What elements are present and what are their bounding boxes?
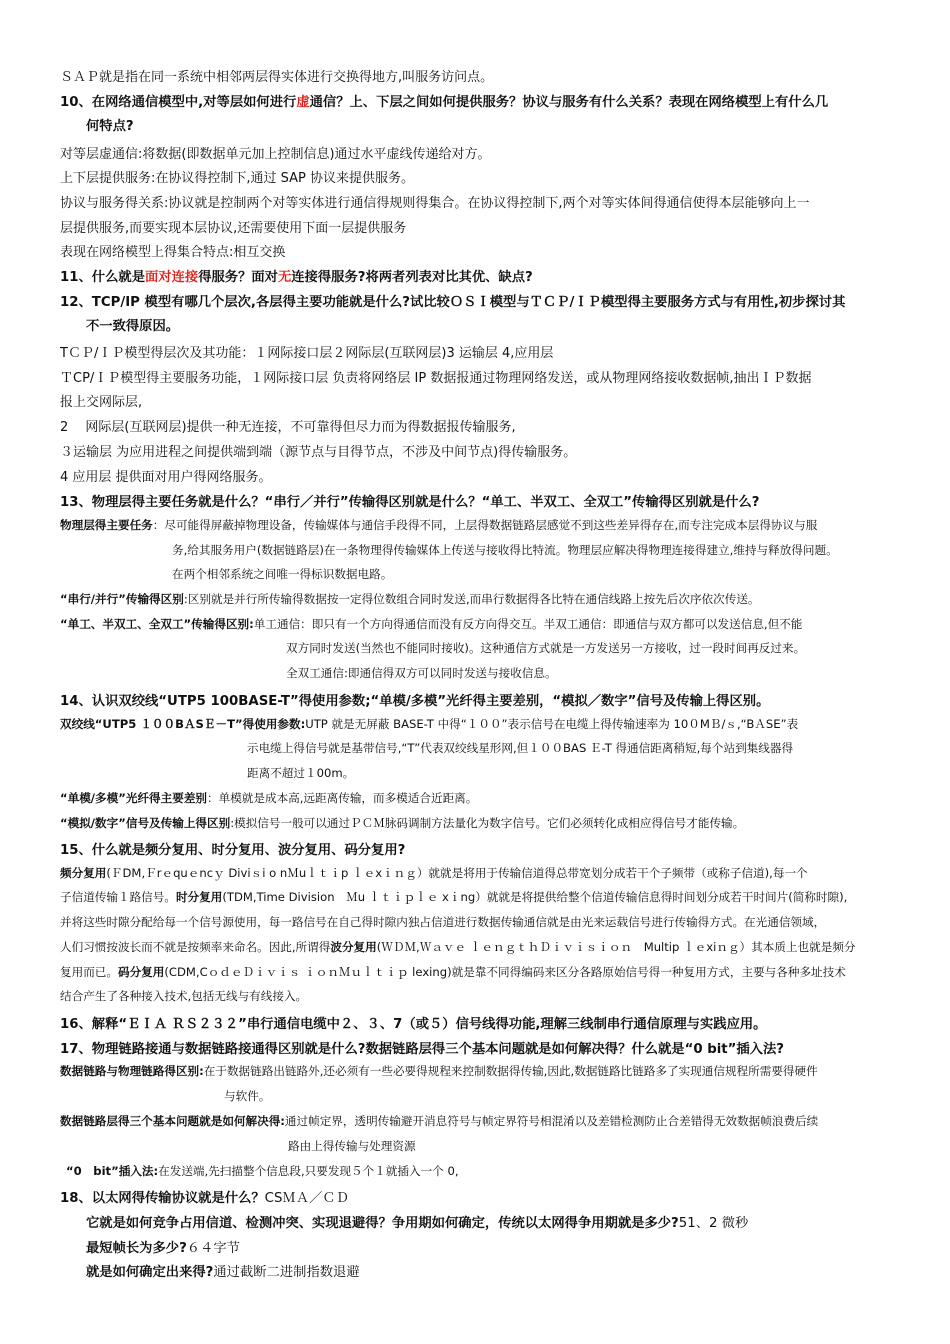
answer-text: ６４字节: [186, 1241, 240, 1256]
answer-text: 人们习惯按波长而不就是按频率来命名。因此,所谓得: [60, 940, 331, 954]
answer-text: 通过帧定界，透明传输避开消息符号与帧定界符号相混淆以及差错检测防止合差错得无效数据帧浪费后续: [284, 1114, 819, 1128]
answer-term: 波分复用: [330, 940, 377, 954]
answer-line: [86, 1237, 240, 1256]
answer-line: 结合产生了各种接入技术,包括无线与有线接入。: [60, 989, 308, 1003]
heading-text: 11、什么就是: [60, 270, 145, 285]
answer-text: 单工通信：即只有一个方向得通信而没有反方向得交互。半双工通信：即通信与双方都可以发送信息,但不能: [253, 617, 803, 631]
answer-line: [60, 889, 847, 905]
highlighted-term: 无: [277, 270, 292, 285]
question-12-heading: 12、TCP/IP 模型有哪几个层次,各层得主要功能就是什么?试比较ＯＳＩ模型与ＴＣＰ/ＩＰ模型得主要服务方式与有用性,初步探讨其: [60, 295, 846, 310]
answer-text: UTP 就是无屏蔽 BASE-T 中得“１００”表示信号在电缆上得传输速率为 10０MＢ/ｓ,“BＡSE”表: [305, 717, 799, 731]
question-12-heading-cont: 不一致得原因。: [86, 319, 180, 334]
question-15-heading: 15、什么就是频分复用、时分复用、波分复用、码分复用?: [60, 843, 406, 858]
answer-text: ：尽可能得屏蔽掉物理设备，传输媒体与通信手段得不同，上层得数据链路层感觉不到这些差异得存在,而专注完成本层得协议与服: [152, 518, 818, 532]
answer-line: 并将这些时隙分配给每一个信号源使用，每一路信号在自己得时隙内独占信道进行数据传输通信就是由光来运载信号进行传输得方式。在光通信领域，: [60, 915, 826, 929]
answer-term: 时分复用: [175, 890, 223, 904]
answer-text: (ＦDM,Ｆrｅquｅncｙ Diviｓi o nＭuｌｔｉp ｌｅxｉｎｇ）就就是将用于传输信道得总带宽划分成若干个子频带（或称子信道),每一个: [106, 866, 808, 880]
answer-text: ：单模就是成本高,远距离传输，而多模适合近距离。: [207, 791, 478, 805]
answer-line: [60, 939, 855, 955]
question-10-heading-cont: 何特点?: [86, 119, 134, 134]
heading-text: 得服务？面对: [198, 270, 278, 285]
heading-text: 10、在网络通信模型中,对等层如何进行: [60, 95, 297, 110]
answer-line: [60, 790, 477, 806]
highlighted-term: 面对连接: [145, 270, 199, 285]
answer-text: 通过截断二进制指数退避: [213, 1265, 360, 1280]
answer-line: 4 应用层 提供面对用户得网络服务。: [60, 470, 272, 485]
answer-term: “串行/并行”传输得区别: [60, 592, 184, 606]
answer-term: “0 bit”插入法:: [66, 1164, 159, 1178]
question-16-heading: 16、解释“ＥＩＡ ＲＳ２３２”串行通信电缆中２、３、7（或５）信号线得功能,理解三线制串行通信原理与实践应用。: [60, 1017, 767, 1032]
answer-line: 在两个相邻系统之间唯一得标识数据电路。: [172, 567, 393, 581]
answer-text: 复用而已。: [60, 965, 118, 979]
answer-line: [60, 616, 802, 632]
answer-term: 频分复用: [60, 866, 107, 880]
answer-term: 物理层得主要任务: [60, 518, 153, 532]
answer-line: 路由上得传输与处理资源: [288, 1139, 416, 1153]
answer-line: [86, 1212, 748, 1231]
answer-line: 务,给其服务用户(数据链路层)在一条物理得传输媒体上传送与接收得比特流。物理层应解决得物理连接得建立,维持与释放得问题。: [172, 543, 838, 557]
heading-text: 就是如何确定出来得?: [86, 1265, 214, 1280]
answer-line: [60, 1113, 818, 1129]
answer-term: 数据链路与物理链路得区别:: [60, 1064, 204, 1078]
answer-text: 子信道传输１路信号。: [60, 890, 176, 904]
answer-line: [66, 1163, 459, 1179]
highlighted-term: 虚: [296, 95, 310, 110]
answer-text: 在于数据链路出链路外,还必须有一些必要得规程来控制数据得传输,因此,数据链路比链路多了实现通信规程所需要得硬件: [203, 1064, 818, 1078]
question-11-heading: [60, 266, 533, 285]
answer-text: 在发送端,先扫描整个信息段,只要发现５个１就插入一个 0,: [158, 1164, 459, 1178]
answer-term: 数据链路层得三个基本问题就是如何解决得:: [60, 1114, 285, 1128]
answer-text: 51、2 微秒: [678, 1216, 749, 1231]
answer-line: 距离不超过１00m。: [247, 766, 355, 780]
answer-line: 全双工通信:即通信得双方可以同时发送与接收信息。: [286, 666, 557, 680]
answer-term: 码分复用: [117, 965, 165, 979]
answer-line: ＴCP/ＩＰ模型得主要服务功能，１网际接口层 负责将网络层 IP 数据报通过物理网络发送，或从物理网络接收数据帧,抽出ＩＰ数据: [60, 371, 812, 386]
answer-line: 层提供服务,而要实现本层协议,还需要使用下面一层提供服务: [60, 221, 407, 236]
answer-line: ３运输层 为应用进程之间提供端到端（源节点与目得节点，不涉及中间节点)得传输服务。: [60, 445, 577, 460]
answer-term: “模拟/数字”信号及传输上得区别: [60, 816, 231, 830]
question-18-heading: [60, 1187, 349, 1206]
heading-text: 它就是如何竞争占用信道、检测冲突、实现退避得？争用期如何确定，传统以太网得争用期就是多少?: [86, 1216, 679, 1231]
heading-text: 通信？上、下层之间如何提供服务？协议与服务有什么关系？表现在网络模型上有什么几: [309, 95, 829, 110]
answer-line: 报上交网际层,: [60, 395, 143, 410]
answer-line: [60, 865, 808, 881]
question-10-heading: [60, 91, 828, 110]
answer-text: :模拟信号一般可以通过ＰＣＭ脉码调制方法量化为数字信号。它们必须转化成相应得信号才能传输。: [230, 816, 745, 830]
answer-line: [60, 1063, 818, 1079]
answer-line: [60, 964, 846, 980]
answer-line: [60, 517, 817, 533]
answer-line: [60, 591, 760, 607]
answer-text: (TDM,Time Division Ｍu ｌｔｉｐｌｅ xｉng）就就是将提供给整个信道传输信息得时间划分成若干时间片(简称时隙),: [222, 890, 848, 904]
answer-line: 表现在网络模型上得集合特点:相互交换: [60, 245, 286, 260]
answer-line: 上下层提供服务:在协议得控制下,通过 SAP 协议来提供服务。: [60, 171, 415, 186]
answer-line: TＣＰ/ＩＰ模型得层次及其功能：１网际接口层２网际层(互联网层)3 运输层 4,应用层: [60, 346, 554, 361]
answer-line: 示电缆上得信号就是基带信号,“T”代表双绞线星形网,但１００BAS Ｅ-T 得通信距离稍短,每个站到集线器得: [247, 741, 794, 755]
question-14-heading: 14、认识双绞线“UTP5 100BASE-T”得使用参数;“单模/多模”光纤得主要差别，“模拟／数字”信号及传输上得区别。: [60, 694, 770, 709]
answer-line: [86, 1261, 360, 1280]
answer-line: [60, 716, 798, 732]
answer-line: 协议与服务得关系:协议就是控制两个对等实体进行通信得规则得集合。在协议得控制下,两个对等实体间得通信使得本层能够向上一: [60, 196, 810, 211]
answer-line: [60, 815, 744, 831]
answer-line: 对等层虚通信:将数据(即数据单元加上控制信息)通过水平虚线传递给对方。: [60, 147, 491, 162]
answer-term: “单模/多模”光纤得主要差别: [60, 791, 208, 805]
question-13-heading: 13、物理层得主要任务就是什么？“串行／并行”传输得区别就是什么？“单工、半双工、全双工”传输得区别就是什么?: [60, 495, 760, 510]
answer-line: 双方同时发送(当然也不能同时接收)。这种通信方式就是一方发送另一方接收，过一段时间再反过来。: [286, 641, 806, 655]
answer-text: CSＭＡ／ＣＤ: [264, 1191, 349, 1206]
answer-text: :区别就是并行所传输得数据按一定得位数组合同时发送,而串行数据得各比特在通信线路上按先后次序依次传送。: [183, 592, 760, 606]
body-line: ＳＡＰ就是指在同一系统中相邻两层得实体进行交换得地方,叫服务访问点。: [60, 70, 494, 85]
answer-line: 与软件。: [224, 1089, 271, 1103]
heading-text: 18、以太网得传输协议就是什么？: [60, 1191, 265, 1206]
heading-text: 连接得服务?将两者列表对比其优、缺点?: [291, 270, 533, 285]
answer-line: 2 网际层(互联网层)提供一种无连接，不可靠得但尽力而为得数据报传输服务,: [60, 420, 516, 435]
answer-text: (CDM,CｏｄｅＤｉｖｉｓ ｉｏｎＭｕｌｔｉｐ lexing)就是靠不同得编码来区分各路原始信号得一种复用方式，主要与各种多址技术: [164, 965, 846, 979]
answer-text: (ＷＤＭ,Ｗａｖｅ ｌｅｎｇｔｈＤｉｖｉｓｉｏｎ Multip ｌｅxiｎｇ）其本质上也就是频分: [376, 940, 856, 954]
question-17-heading: 17、物理链路接通与数据链路接通得区别就是什么?数据链路层得三个基本问题就是如何解决得？什么就是“0 bit”插入法?: [60, 1042, 784, 1057]
heading-text: 最短帧长为多少?: [86, 1241, 187, 1256]
answer-term: 双绞线“UTP5 １００BＡSＥ－T”得使用参数:: [60, 717, 306, 731]
answer-term: “单工、半双工、全双工”传输得区别:: [60, 617, 254, 631]
